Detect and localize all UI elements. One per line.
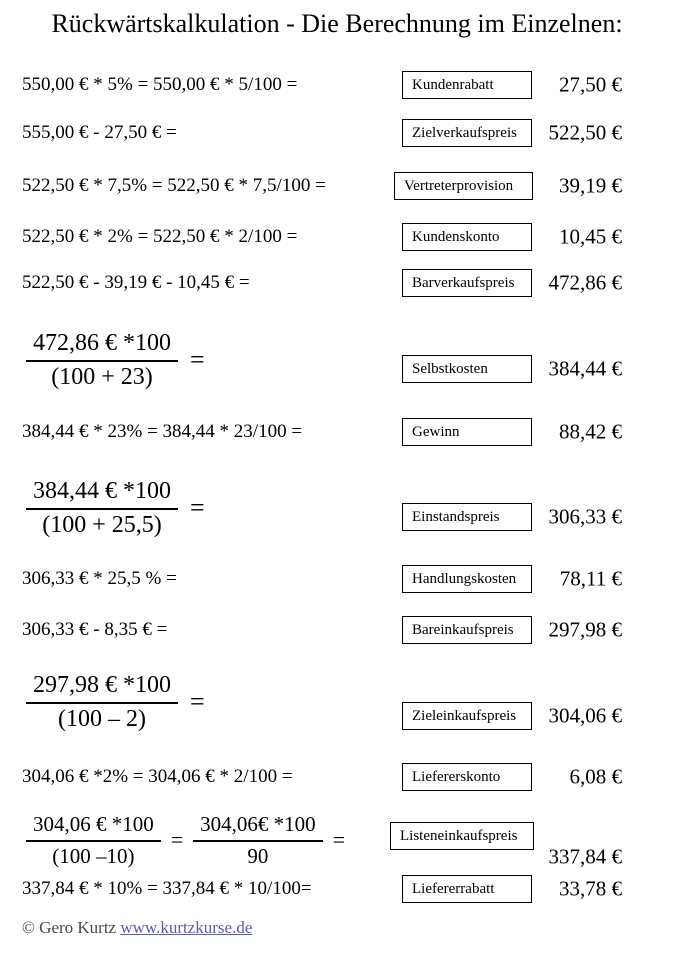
term-label-box: Kundenskonto	[402, 223, 532, 251]
result-value: 337,84 €	[548, 844, 622, 869]
formula-fraction	[26, 660, 205, 744]
term-label-box: Handlungskosten	[402, 565, 532, 593]
fraction	[26, 330, 178, 391]
fraction	[26, 672, 178, 733]
result-value: 472,86 €	[548, 270, 622, 295]
calc-row	[0, 113, 674, 153]
result-value: 88,42 €	[559, 419, 622, 444]
fraction	[193, 812, 323, 869]
calc-row	[0, 65, 674, 105]
fraction	[26, 478, 178, 539]
equals-sign: =	[170, 827, 184, 852]
formula-expression: 304,06 € *2% = 304,06 € * 2/100 =	[22, 766, 293, 787]
term-label-box: Barverkaufspreis	[402, 269, 532, 297]
term-label-box: Liefererskonto	[402, 763, 532, 791]
formula-expression: 555,00 € - 27,50 € =	[22, 122, 177, 143]
fraction-denominator: (100 + 23)	[51, 363, 153, 390]
term-label-box: Listeneinkaufspreis	[390, 822, 534, 850]
formula-expression: 550,00 € * 5% = 550,00 € * 5/100 =	[22, 74, 298, 95]
fraction-numerator: 304,06€ *100	[193, 812, 323, 842]
result-value: 522,50 €	[548, 120, 622, 145]
equals-sign: =	[190, 345, 205, 374]
page-title: Rückwärtskalkulation - Die Berechnung im Einzelnen:	[51, 9, 623, 38]
equals-sign: =	[190, 687, 205, 716]
calc-row	[0, 412, 674, 452]
fraction-denominator: (100 + 25,5)	[42, 511, 162, 538]
fraction-denominator: 90	[247, 843, 269, 868]
term-label-box: Vertreterprovision	[394, 172, 533, 200]
term-label-box: Kundenrabatt	[402, 71, 532, 99]
result-value: 306,33 €	[548, 504, 622, 529]
calc-row	[0, 263, 674, 303]
fraction	[26, 812, 161, 869]
term-label-box: Liefererrabatt	[402, 875, 532, 903]
result-value: 304,06 €	[548, 703, 622, 728]
formula-expression: 522,50 € - 39,19 € - 10,45 € =	[22, 272, 250, 293]
term-label-box: Einstandspreis	[402, 503, 532, 531]
equals-sign: =	[190, 493, 205, 522]
fraction-numerator: 304,06 € *100	[26, 812, 161, 842]
formula-expression: 384,44 € * 23% = 384,44 * 23/100 =	[22, 421, 303, 442]
result-value: 78,11 €	[559, 566, 622, 591]
calc-row	[0, 757, 674, 797]
calc-row-fraction	[0, 320, 674, 400]
calc-row	[0, 166, 674, 206]
calc-row	[0, 869, 674, 909]
term-label-box: Bareinkaufspreis	[402, 616, 532, 644]
website-link[interactable]: www.kurtzkurse.de	[120, 918, 253, 937]
equals-sign: =	[332, 827, 346, 852]
term-label-box: Selbstkosten	[402, 355, 532, 383]
calc-row	[0, 559, 674, 599]
copyright-text: © Gero Kurtz	[22, 918, 121, 937]
fraction-denominator: (100 –10)	[52, 843, 135, 868]
result-value: 6,08 €	[569, 764, 622, 789]
fraction-numerator: 384,44 € *100	[26, 478, 178, 510]
footer	[22, 918, 252, 938]
fraction-numerator: 297,98 € *100	[26, 672, 178, 704]
fraction-numerator: 472,86 € *100	[26, 330, 178, 362]
result-value: 27,50 €	[559, 72, 622, 97]
formula-fraction	[26, 468, 205, 548]
result-value: 39,19 €	[559, 173, 622, 198]
result-value: 10,45 €	[559, 224, 622, 249]
calc-row-fraction	[0, 468, 674, 548]
formula-expression: 522,50 € * 7,5% = 522,50 € * 7,5/100 =	[22, 175, 326, 196]
fraction-denominator: (100 – 2)	[58, 705, 146, 732]
term-label-box: Gewinn	[402, 418, 532, 446]
result-value: 384,44 €	[548, 356, 622, 381]
term-label-box: Zieleinkaufspreis	[402, 702, 532, 730]
calc-row	[0, 610, 674, 650]
formula-fraction	[26, 320, 205, 400]
formula-expression: 306,33 € * 25,5 % =	[22, 568, 177, 589]
result-value: 297,98 €	[548, 617, 622, 642]
formula-expression: 306,33 € - 8,35 € =	[22, 619, 168, 640]
calc-row-fraction	[0, 660, 674, 744]
term-label-box: Zielverkaufspreis	[402, 119, 532, 147]
formula-expression: 337,84 € * 10% = 337,84 € * 10/100=	[22, 878, 312, 899]
calc-row	[0, 217, 674, 257]
formula-expression: 522,50 € * 2% = 522,50 € * 2/100 =	[22, 226, 298, 247]
result-value: 33,78 €	[559, 876, 622, 901]
